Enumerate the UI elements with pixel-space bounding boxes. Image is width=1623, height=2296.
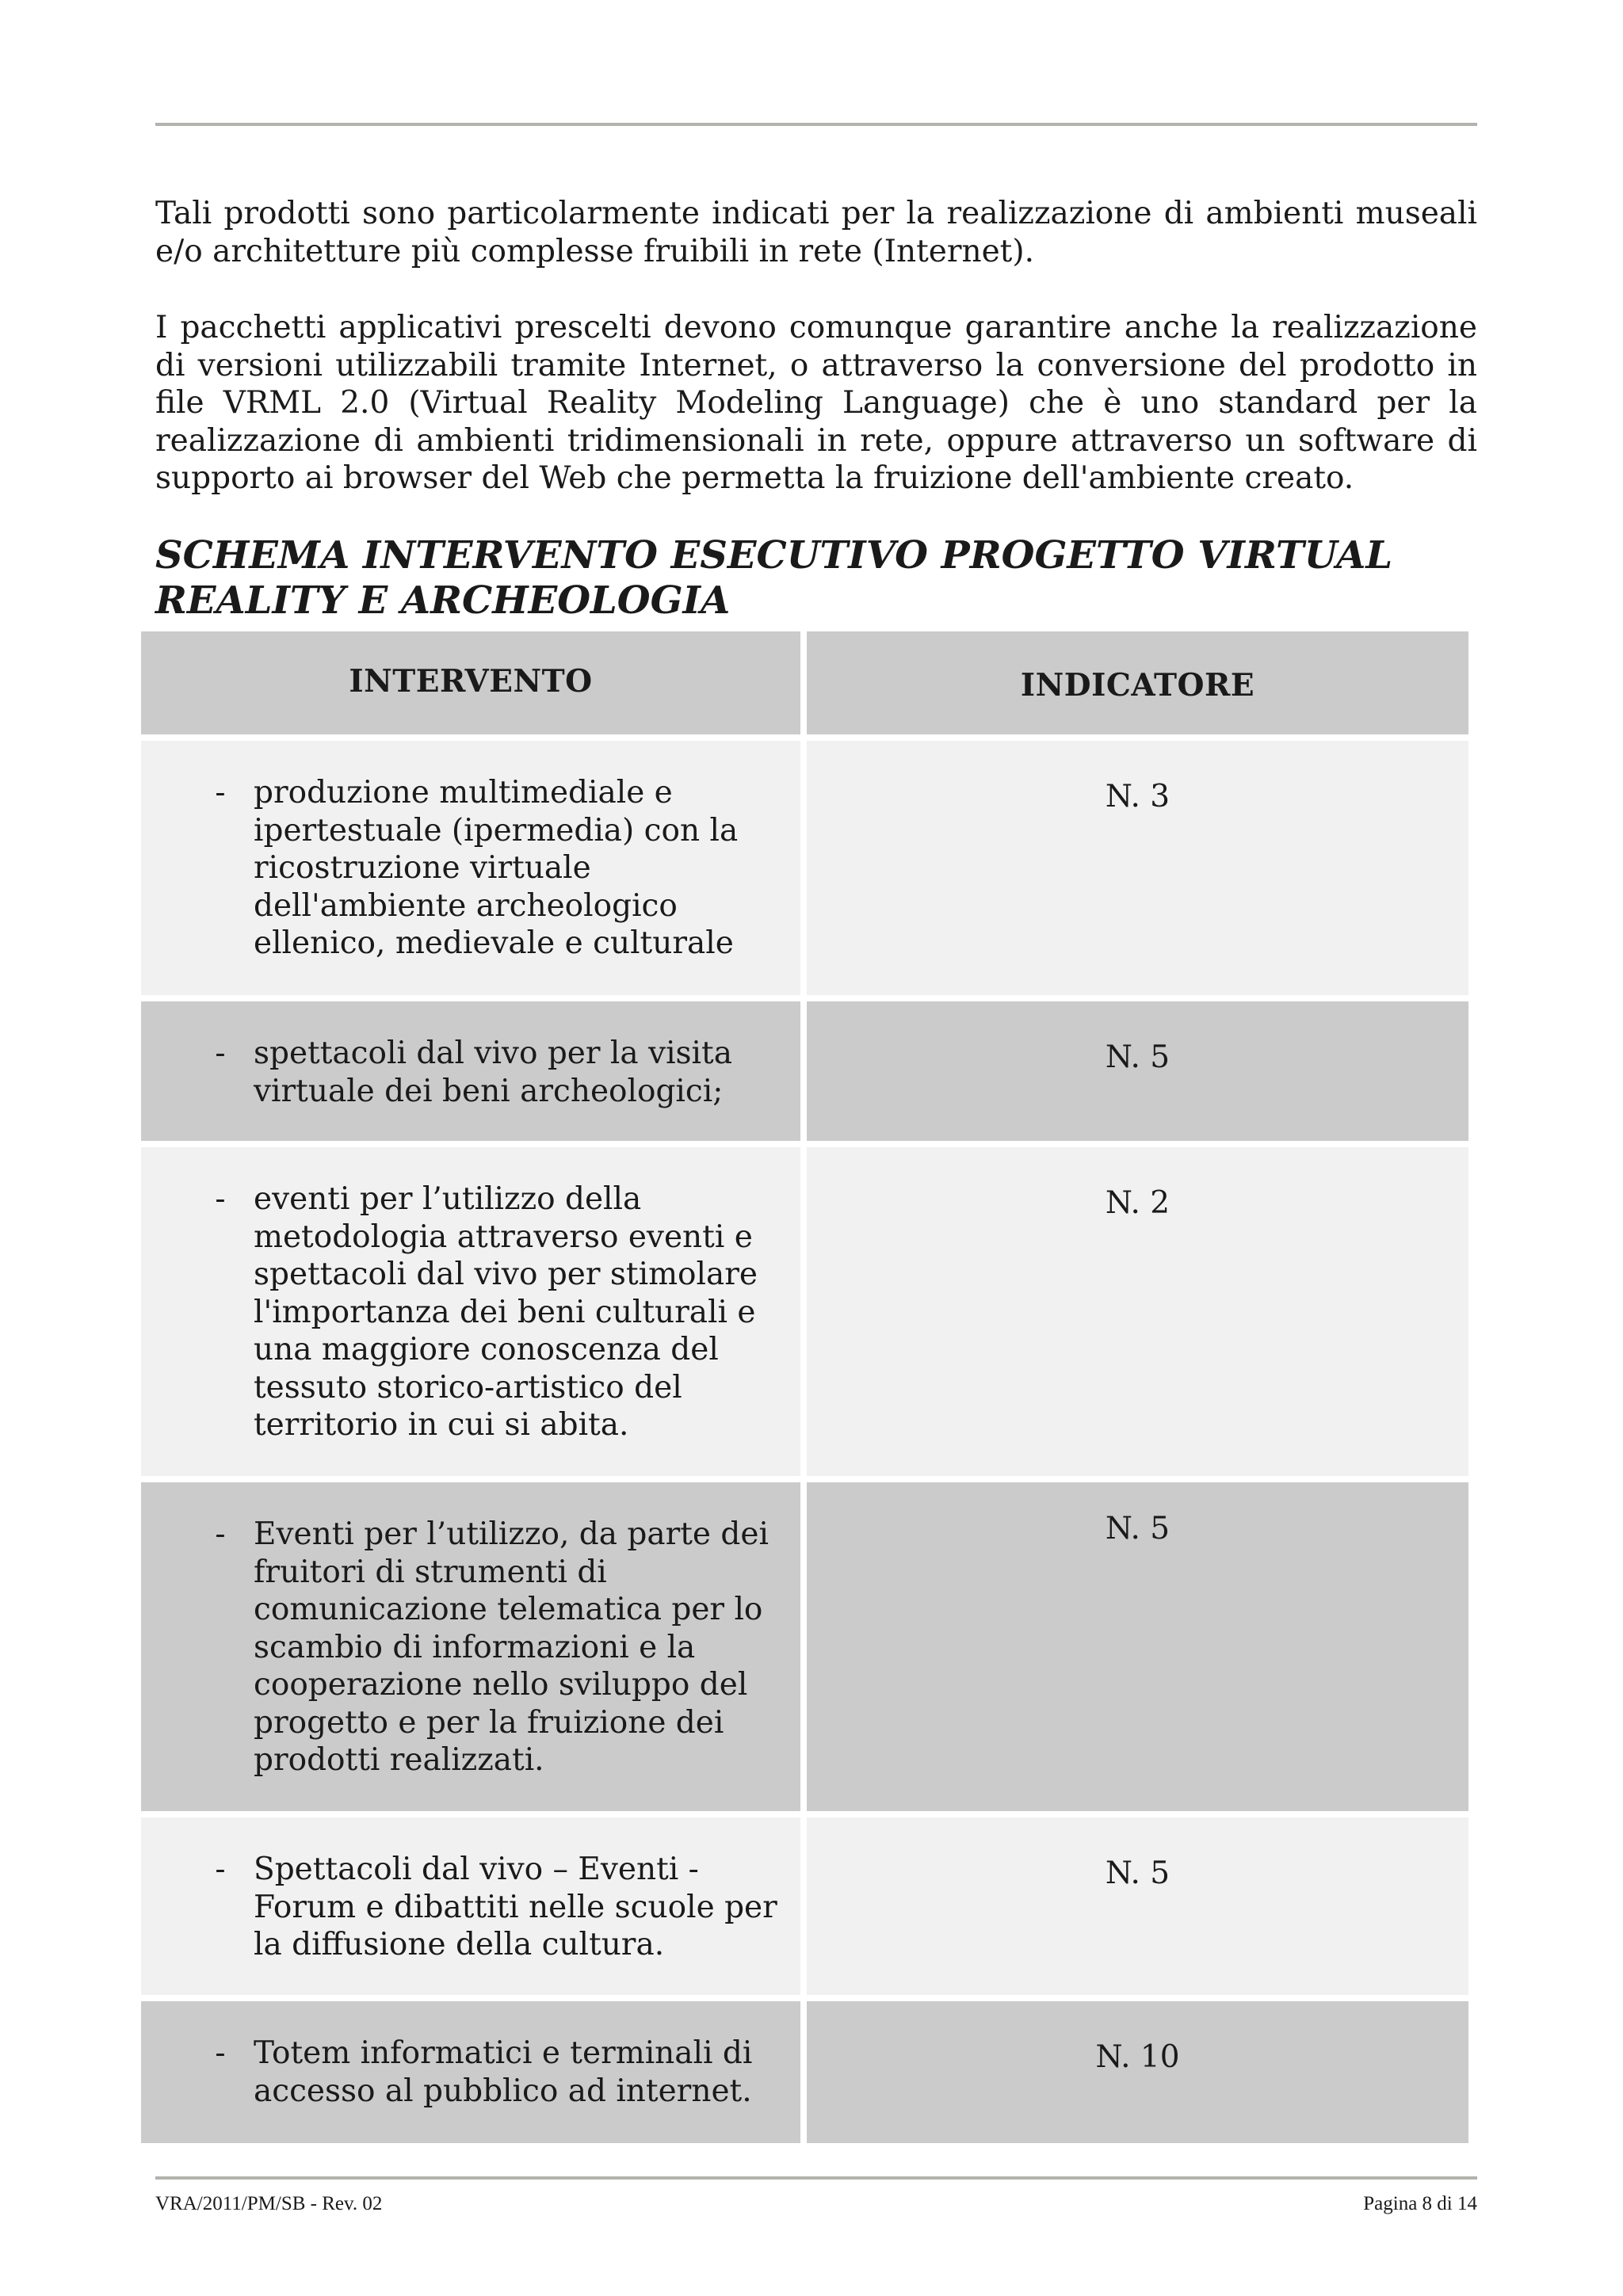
indicatore-value: N. 3	[1105, 779, 1170, 814]
page-number: Pagina 8 di 14	[1363, 2193, 1477, 2214]
intervento-text: produzione multimediale e ipertestuale (ipermedia) con la ricostruzione virtuale dell'ambiente archeologico ellenico, medievale e culturale	[254, 775, 739, 961]
column-header-intervento: INTERVENTO	[349, 663, 593, 700]
table-row	[141, 741, 1468, 995]
intervento-cell	[141, 741, 800, 995]
header-cell-intervento	[141, 631, 800, 734]
indicatore-cell	[807, 2001, 1468, 2143]
indicatore-value: N. 5	[1105, 1039, 1170, 1075]
intervento-text: Spettacoli dal vivo – Eventi - Forum e dibattiti nelle scuole per la diffusione della cultura.	[254, 1852, 777, 1962]
intervento-cell	[141, 2001, 800, 2143]
intervento-text: Totem informatici e terminali di accesso al pubblico ad internet.	[254, 2035, 753, 2109]
intro-paragraph: Tali prodotti sono particolarmente indicati per la realizzazione di ambienti museali e/o architetture più complesse fruibili in rete (Internet).	[155, 196, 1477, 269]
intervento-cell	[141, 1147, 800, 1476]
indicatore-cell	[807, 1817, 1468, 1995]
intervento-text: eventi per l’utilizzo della metodologia attraverso eventi e spettacoli dal vivo per stimolare l'importanza dei beni culturali e una maggiore conoscenza del tessuto storico-artistico del territorio in cui si abita.	[254, 1181, 758, 1443]
intervento-item	[215, 1851, 785, 1964]
indicatore-cell	[807, 1147, 1468, 1476]
intervento-text: spettacoli dal vivo per la visita virtuale dei beni archeologici;	[254, 1035, 732, 1109]
intervento-item	[215, 1516, 785, 1779]
table-row	[141, 1482, 1468, 1811]
bullet-dash: -	[215, 2035, 226, 2071]
document-reference: VRA/2011/PM/SB - Rev. 02	[155, 2193, 383, 2214]
table-row	[141, 1817, 1468, 1995]
intervento-item	[215, 774, 785, 963]
indicatore-cell	[807, 741, 1468, 995]
footer-rule	[155, 2176, 1477, 2180]
intervento-item	[215, 2035, 785, 2110]
bullet-dash: -	[215, 1181, 226, 1217]
table-row	[141, 2001, 1468, 2143]
indicatore-value: N. 5	[1105, 1511, 1170, 1547]
indicatore-value: N. 5	[1105, 1855, 1170, 1891]
bullet-dash: -	[215, 1516, 226, 1552]
bullet-dash: -	[215, 775, 226, 810]
table-header-row	[141, 631, 1468, 734]
table-row	[141, 1001, 1468, 1141]
indicatore-cell	[807, 1001, 1468, 1141]
indicatore-value: N. 10	[1095, 2039, 1180, 2075]
intervento-item	[215, 1180, 785, 1444]
intervento-item	[215, 1035, 785, 1110]
column-header-indicatore: INDICATORE	[1020, 667, 1255, 704]
vrml-paragraph: I pacchetti applicativi prescelti devono comunque garantire anche la realizzazione di versioni utilizzabili tramite Internet, o attraverso la conversione del prodotto in file VRML 2.0 (Virtual Reality Modeling Language) che è uno standard per la realizzazione di ambienti tridimensionali in rete, oppure attraverso un software di supporto ai browser del Web che permetta la fruizione dell'ambiente creato.	[155, 310, 1477, 496]
indicatore-value: N. 2	[1105, 1185, 1170, 1221]
table-row	[141, 1147, 1468, 1476]
intervento-cell	[141, 1817, 800, 1995]
header-rule	[155, 123, 1477, 126]
intervento-text: Eventi per l’utilizzo, da parte dei fruitori di strumenti di comunicazione telematica per lo scambio di informazioni e la cooperazione nello sviluppo del progetto e per la fruizione dei prodotti realizzati.	[254, 1516, 769, 1778]
intervento-cell	[141, 1001, 800, 1141]
bullet-dash: -	[215, 1035, 226, 1071]
intervento-cell	[141, 1482, 800, 1811]
header-cell-indicatore	[807, 631, 1468, 734]
bullet-dash: -	[215, 1852, 226, 1887]
indicatore-cell	[807, 1482, 1468, 1811]
section-heading: SCHEMA INTERVENTO ESECUTIVO PROGETTO VIRTUAL REALITY E ARCHEOLOGIA	[155, 533, 1393, 623]
